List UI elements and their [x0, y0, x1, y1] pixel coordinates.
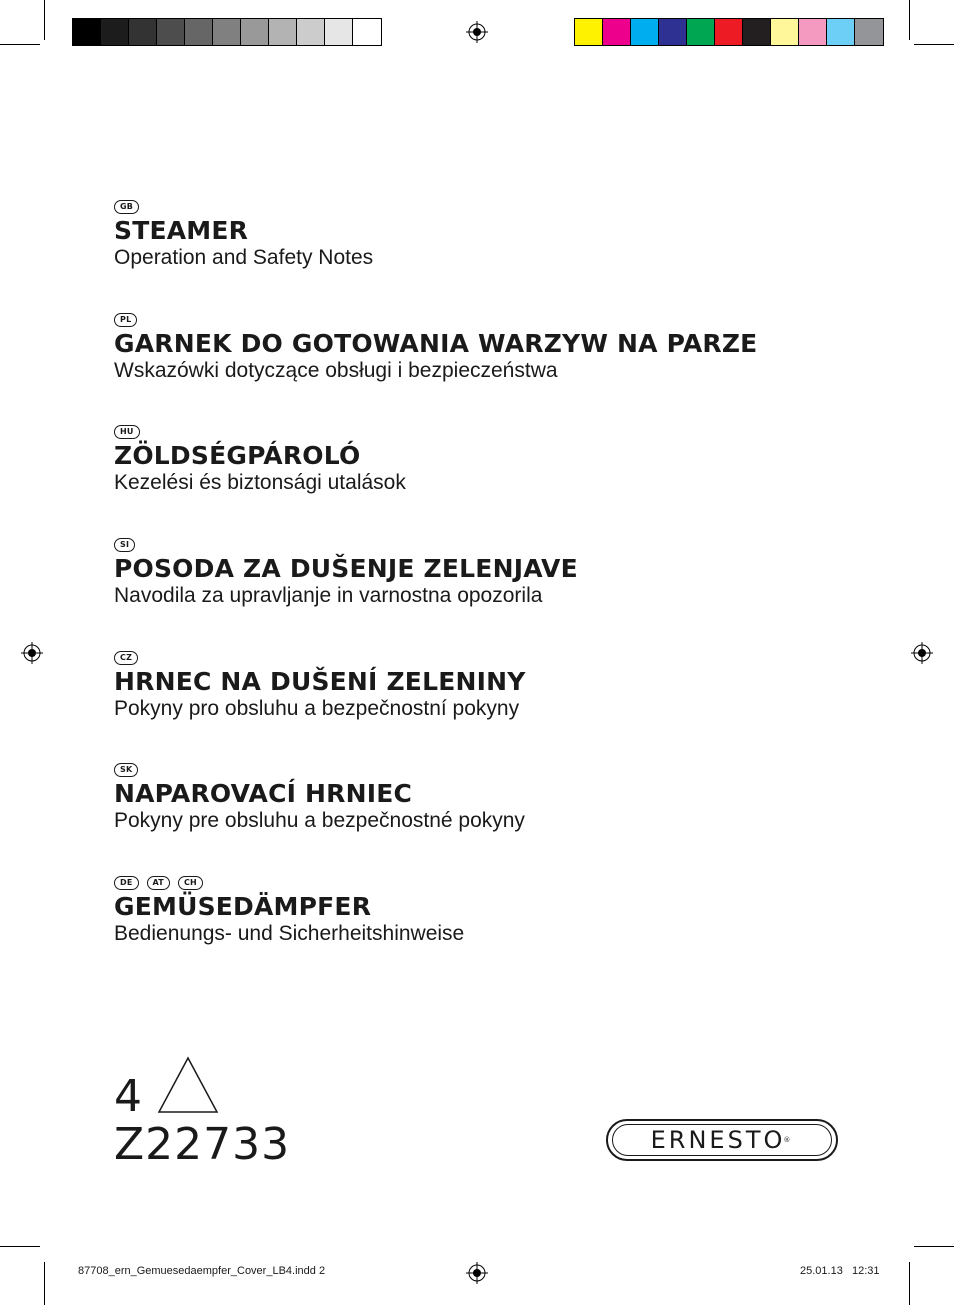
product-title: POSODA ZA DUŠENJE ZELENJAVE	[114, 554, 578, 583]
color-swatch	[631, 19, 659, 45]
country-code-badge: CH	[178, 876, 203, 890]
crop-mark	[44, 0, 45, 40]
color-swatch	[213, 19, 241, 45]
language-section	[114, 651, 526, 721]
brand-logo	[606, 1119, 838, 1161]
color-swatch	[855, 19, 883, 45]
color-swatch	[269, 19, 297, 45]
brand-name: ERNESTO	[650, 1126, 786, 1154]
country-badges	[114, 313, 757, 327]
warning-triangle-icon	[157, 1056, 219, 1114]
color-swatch	[827, 19, 855, 45]
color-swatch	[157, 19, 185, 45]
country-code-badge: HU	[114, 425, 140, 439]
crop-mark	[44, 1262, 45, 1305]
color-swatch	[325, 19, 353, 45]
slug-date-value: 25.01.13	[800, 1265, 843, 1277]
slug-time-value: 12:31	[852, 1265, 880, 1277]
color-swatch	[575, 19, 603, 45]
language-section	[114, 313, 757, 383]
color-swatch	[687, 19, 715, 45]
product-subtitle: Pokyny pro obsluhu a bezpečnostní pokyny	[114, 697, 520, 720]
country-badges	[114, 876, 464, 890]
registration-mark-icon	[21, 642, 43, 664]
registered-mark: ®	[783, 1136, 794, 1144]
color-swatch	[353, 19, 381, 45]
language-section	[114, 538, 578, 608]
country-code-badge: CZ	[114, 651, 138, 665]
slug-date	[800, 1265, 880, 1277]
country-code-badge: AT	[147, 876, 170, 890]
color-swatch	[241, 19, 269, 45]
color-swatch	[101, 19, 129, 45]
grayscale-control-bar	[72, 18, 382, 46]
country-code-badge: SI	[114, 538, 135, 552]
country-badges	[114, 200, 373, 214]
model-number: Z22733	[114, 1119, 291, 1170]
country-code-badge: GB	[114, 200, 139, 214]
registration-mark-icon	[466, 21, 488, 43]
product-subtitle: Bedienungs- und Sicherheitshinweise	[114, 922, 465, 945]
color-control-bar	[574, 18, 884, 46]
product-title: STEAMER	[114, 216, 249, 245]
crop-mark	[914, 1246, 954, 1247]
product-title: GARNEK DO GOTOWANIA WARZYW NA PARZE	[114, 329, 758, 358]
product-title: HRNEC NA DUŠENÍ ZELENINY	[114, 667, 526, 696]
country-badges	[114, 651, 526, 665]
country-code-badge: DE	[114, 876, 139, 890]
country-badges	[114, 763, 525, 777]
color-swatch	[771, 19, 799, 45]
product-subtitle: Wskazówki dotyczące obsługi i bezpieczeństwa	[114, 359, 558, 382]
color-swatch	[659, 19, 687, 45]
product-title: ZÖLDSÉGPÁROLÓ	[114, 441, 361, 470]
color-swatch	[715, 19, 743, 45]
product-title: GEMÜSEDÄMPFER	[114, 892, 372, 921]
language-section	[114, 876, 464, 946]
color-swatch	[185, 19, 213, 45]
registration-mark-icon	[911, 642, 933, 664]
color-swatch	[73, 19, 101, 45]
crop-mark	[0, 1246, 40, 1247]
registration-mark-icon	[466, 1262, 488, 1284]
brand-logo-inner	[612, 1124, 832, 1156]
country-badges	[114, 538, 578, 552]
country-badges	[114, 425, 406, 439]
color-swatch	[799, 19, 827, 45]
language-section	[114, 763, 525, 833]
language-section	[114, 200, 373, 270]
crop-mark	[914, 44, 954, 45]
product-title: NAPAROVACÍ HRNIEC	[114, 779, 413, 808]
color-swatch	[603, 19, 631, 45]
country-code-badge: PL	[114, 313, 137, 327]
country-code-badge: SK	[114, 763, 138, 777]
slug-filename: 87708_ern_Gemuesedaempfer_Cover_LB4.indd 2	[78, 1265, 326, 1277]
product-subtitle: Operation and Safety Notes	[114, 246, 374, 269]
language-section	[114, 425, 406, 495]
color-swatch	[297, 19, 325, 45]
color-swatch	[129, 19, 157, 45]
color-swatch	[743, 19, 771, 45]
product-subtitle: Kezelési és biztonsági utalások	[114, 471, 406, 494]
product-subtitle: Pokyny pre obsluhu a bezpečnostné pokyny	[114, 809, 525, 832]
crop-mark	[909, 0, 910, 40]
product-subtitle: Navodila za upravljanje in varnostna opozorila	[114, 584, 543, 607]
crop-mark	[0, 44, 40, 45]
crop-mark	[909, 1262, 910, 1305]
age-warning-number: 4	[114, 1071, 142, 1122]
